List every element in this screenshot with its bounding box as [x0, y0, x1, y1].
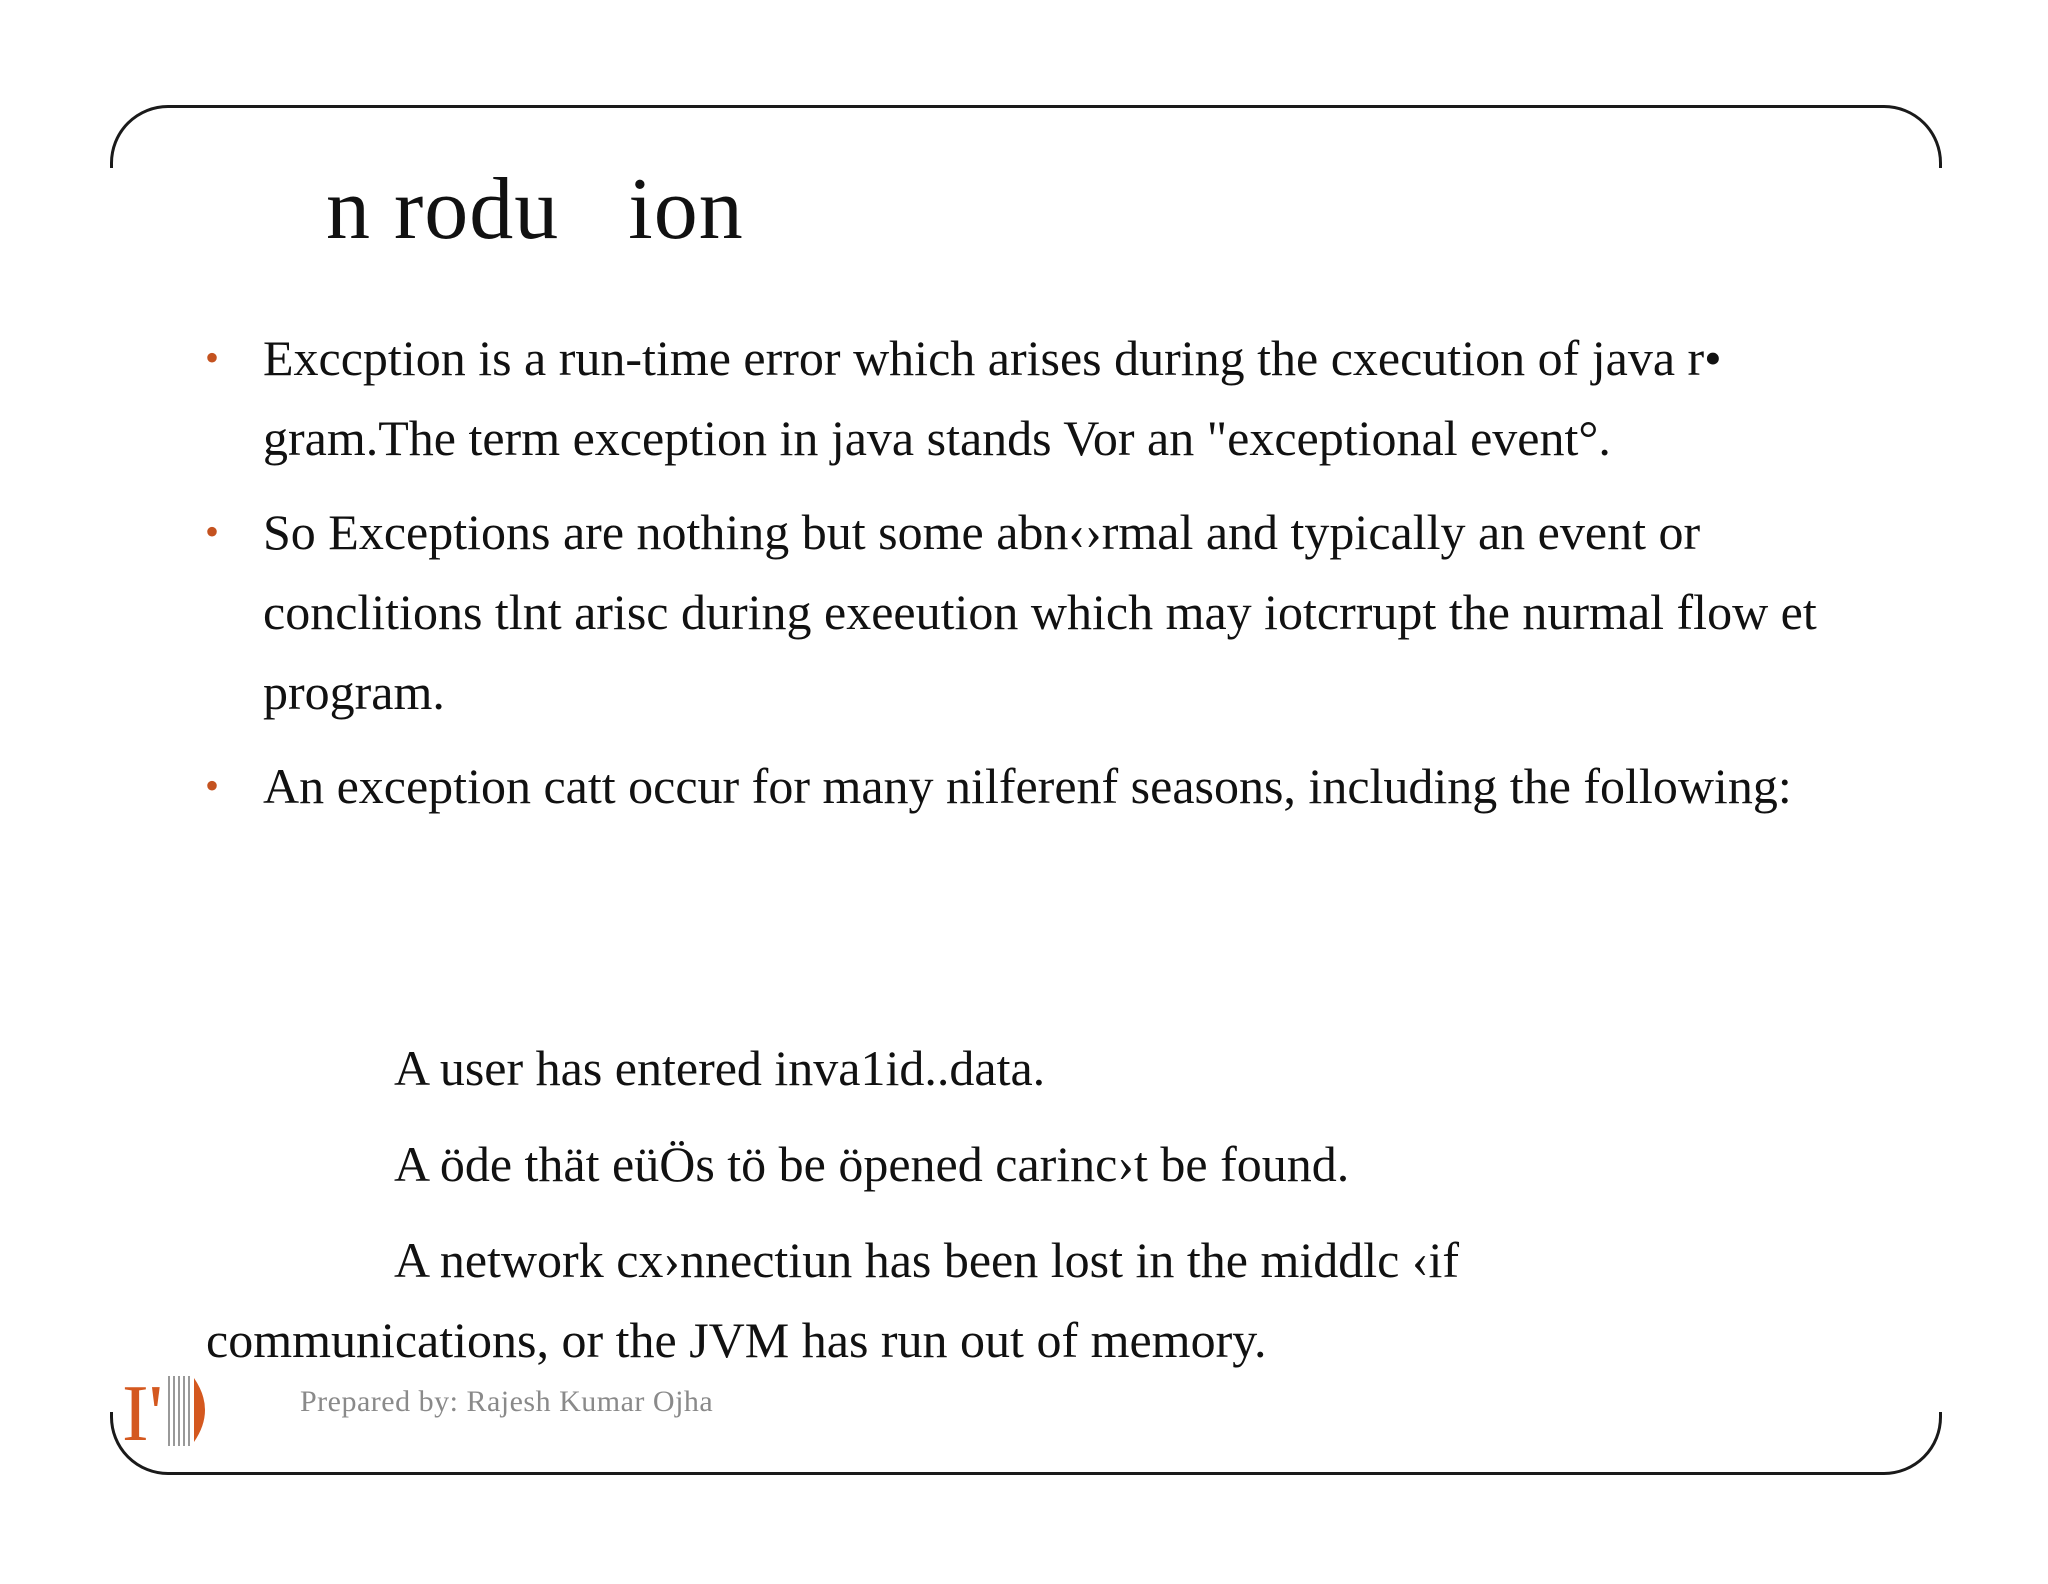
footer-credit: Prepared by: Rajesh Kumar Ojha	[300, 1385, 714, 1418]
logo-letter: I'	[122, 1370, 164, 1448]
sub-item-first-line: A network cx›nnectiun has been lost in the middlc ‹if	[394, 1232, 1460, 1288]
bullet-list	[205, 318, 1865, 840]
logo-icon	[120, 1368, 220, 1448]
bullet-item	[205, 746, 1865, 826]
slide-title: n rodu ion	[326, 161, 744, 258]
sub-item-list	[206, 1020, 1866, 1380]
sub-item: A user has entered inva1id..data.	[394, 1040, 1046, 1096]
sub-item-continuation: communications, or the JVM has run out of memory.	[206, 1312, 1267, 1368]
bullet-dot-icon: •	[205, 763, 220, 808]
bullet-item	[205, 492, 1865, 732]
bullet-dot-icon: •	[205, 509, 220, 554]
bullet-text: An exception catt occur for many nilferenf seasons, including the following:	[263, 758, 1792, 814]
bullet-text: So Exceptions are nothing but some abn‹›rmal and typically an event or conclitions tlnt arisc during exeeution which may iotcrrupt the nurmal flow et program.	[263, 504, 1817, 720]
bullet-dot-icon: •	[205, 335, 220, 380]
sub-item: A öde thät eüÖs tö be öpened carinc›t be found.	[394, 1136, 1350, 1192]
bullet-text: Exccption is a run-time error which arises during the cxecution of java r• gram.The term exception in java stands Vor an "exceptional event°.	[263, 330, 1722, 466]
bullet-item	[205, 318, 1865, 478]
sub-item	[206, 1220, 1866, 1380]
